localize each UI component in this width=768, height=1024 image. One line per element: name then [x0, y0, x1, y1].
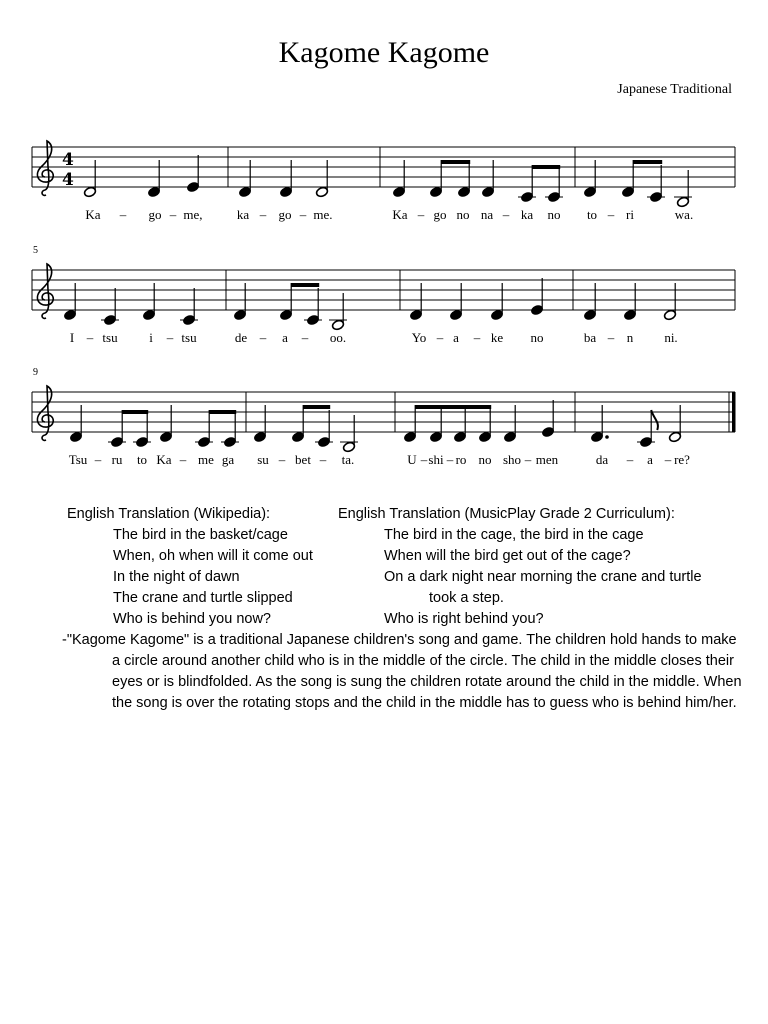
lyric-syllable: da [595, 452, 609, 467]
translation-line: took a step. [429, 590, 504, 606]
lyric-syllable: to [586, 207, 598, 222]
lyric-syllable: – [278, 452, 286, 467]
lyric-syllable: – [119, 207, 127, 222]
translation-line: The crane and turtle slipped [113, 590, 293, 606]
composer-credit: Japanese Traditional [617, 82, 732, 97]
beam [209, 410, 236, 414]
lyric-syllable: bet [295, 452, 311, 467]
lyric-syllable: a [453, 330, 459, 345]
sheet-music-score [0, 0, 768, 470]
translation-line: When will the bird get out of the cage? [384, 548, 631, 564]
lyric-syllable: re? [674, 452, 690, 467]
lyric-syllable: – [502, 207, 510, 222]
lyric-syllable: sho [502, 452, 522, 467]
lyric-syllable: no [478, 452, 492, 467]
lyric-syllable: ni. [664, 330, 678, 345]
lyric-syllable: ka [520, 207, 534, 222]
bullet-dash: - [62, 632, 67, 648]
translation-heading: English Translation (Wikipedia): [67, 506, 271, 522]
lyric-syllable: no [530, 330, 544, 345]
lyric-syllable: – [417, 207, 425, 222]
lyric-syllable: me. [313, 207, 333, 222]
lyric-syllable: ke [490, 330, 504, 345]
lyric-syllable: de [234, 330, 248, 345]
staff-system-3 [32, 386, 736, 467]
lyric-syllable: tsu [181, 330, 197, 345]
lyric-syllable: i [149, 330, 153, 345]
translation-line: The bird in the basket/cage [113, 527, 288, 543]
measure-number-9: 9 [33, 367, 38, 378]
description-line: eyes or is blindfolded. As the song is sung the children rotate around the child in the middle. When [112, 674, 742, 690]
description-line: "Kagome Kagome" is a traditional Japanese children's song and game. The children hold hands to make [66, 632, 737, 648]
lyric-syllable: men [535, 452, 559, 467]
lyric-syllable: Ka [392, 207, 408, 222]
beam [291, 283, 319, 287]
lyric-syllable: na [480, 207, 494, 222]
measure-number-5: 5 [33, 245, 38, 256]
lyric-syllable: – [259, 330, 267, 345]
beam [415, 405, 491, 409]
lyric-syllable: – [94, 452, 102, 467]
lyric-syllable: – [166, 330, 174, 345]
translation-line: Who is right behind you? [384, 611, 544, 627]
lyric-syllable: – [86, 330, 94, 345]
translation-line: When, oh when will it come out [113, 548, 313, 564]
lyric-syllable: – [607, 207, 615, 222]
staff-system-1 [32, 141, 735, 222]
translation-heading: English Translation (MusicPlay Grade 2 Curriculum): [338, 506, 675, 522]
lyric-syllable: no [547, 207, 561, 222]
lyric-syllable: tsu [102, 330, 118, 345]
lyric-syllable: U [407, 452, 417, 467]
beam [532, 165, 560, 169]
lyric-syllable: Ka [85, 207, 101, 222]
lyric-syllable: – [299, 207, 307, 222]
lyric-syllable: to [136, 452, 148, 467]
song-title: Kagome Kagome [278, 36, 490, 69]
beam [633, 160, 662, 164]
lyric-syllable: – [446, 452, 454, 467]
lyric-syllable: – [524, 452, 532, 467]
lyric-syllable: go [148, 207, 162, 222]
beam [303, 405, 330, 409]
lyric-syllable: ba [583, 330, 597, 345]
note-flag [651, 410, 658, 430]
lyric-syllable: – [301, 330, 309, 345]
final-barline-thick [732, 392, 736, 432]
lyric-syllable: – [664, 452, 672, 467]
translation-line: The bird in the cage, the bird in the cage [384, 527, 644, 543]
lyric-syllable: me, [183, 207, 203, 222]
lyric-syllable: I [69, 330, 75, 345]
description-line: a circle around another child who is in the middle of the circle. The child in the middle closes their [112, 653, 734, 669]
lyric-syllable: ta. [341, 452, 355, 467]
beam [441, 160, 470, 164]
lyric-syllable: Yo [411, 330, 427, 345]
lyric-syllable: – [169, 207, 177, 222]
lyric-syllable: a [282, 330, 288, 345]
augmentation-dot [605, 435, 609, 439]
translation-line: Who is behind you now? [113, 611, 271, 627]
lyric-syllable: go [433, 207, 447, 222]
translation-musicplay [338, 504, 702, 630]
translation-wikipedia [67, 504, 313, 630]
time-signature-top: 4 [62, 150, 74, 170]
lyric-syllable: ga [221, 452, 235, 467]
lyric-syllable: oo. [329, 330, 347, 345]
lyric-syllable: Tsu [68, 452, 88, 467]
lyric-syllable: a [647, 452, 653, 467]
lyric-syllable: su [257, 452, 269, 467]
lyric-syllable: no [456, 207, 470, 222]
lyric-syllable: me [198, 452, 214, 467]
translation-line: On a dark night near morning the crane and turtle [384, 569, 702, 585]
lyric-syllable: ro [455, 452, 467, 467]
lyric-syllable: n [626, 330, 634, 345]
lyric-syllable: – [607, 330, 615, 345]
lyric-syllable: – [179, 452, 187, 467]
lyric-syllable: wa. [674, 207, 694, 222]
lyric-syllable: ru [111, 452, 123, 467]
description-line: the song is over the rotating stops and the child in the middle has to guess who is behind him/her. [112, 695, 737, 711]
time-signature-bottom: 4 [62, 170, 74, 190]
lyric-syllable: – [473, 330, 481, 345]
lyric-syllable: ri [626, 207, 634, 222]
lyric-syllable: Ka [156, 452, 172, 467]
lyric-syllable: – [626, 452, 634, 467]
lyric-syllable: ka [236, 207, 250, 222]
lyric-syllable: – [319, 452, 327, 467]
lyric-syllable: shi [428, 452, 444, 467]
game-description [62, 630, 766, 714]
staff-system-2 [32, 264, 735, 345]
lyric-syllable: – [436, 330, 444, 345]
lyric-syllable: – [259, 207, 267, 222]
translation-line: In the night of dawn [113, 569, 240, 585]
lyric-syllable: – [420, 452, 428, 467]
lyric-syllable: go [278, 207, 292, 222]
beam [122, 410, 148, 414]
